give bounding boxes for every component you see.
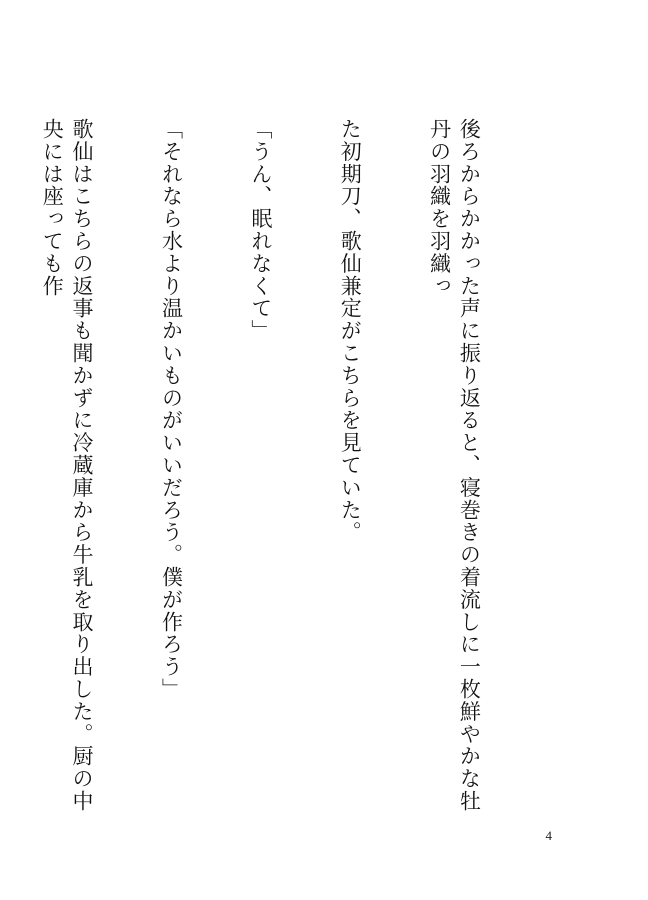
- text-line: 歌仙はこちらの返事も聞かずに冷蔵庫から牛乳を取り出した。厨の中央には座っても作: [40, 118, 95, 813]
- page-number: 4: [545, 828, 552, 843]
- text-line: 後ろからかかった声に振り返ると、寝巻きの着流しに一枚鮮やかな牡丹の羽織を羽織っ: [427, 118, 482, 813]
- vertical-text-block: [40, 118, 543, 818]
- text-line: 「それなら水より温かいものがいいだろう。僕が作ろう」: [159, 118, 184, 701]
- text-line: た初期刀、歌仙兼定がこちらを見ていた。: [338, 118, 363, 544]
- text-line: 「うん、眠れなくて」: [248, 118, 273, 342]
